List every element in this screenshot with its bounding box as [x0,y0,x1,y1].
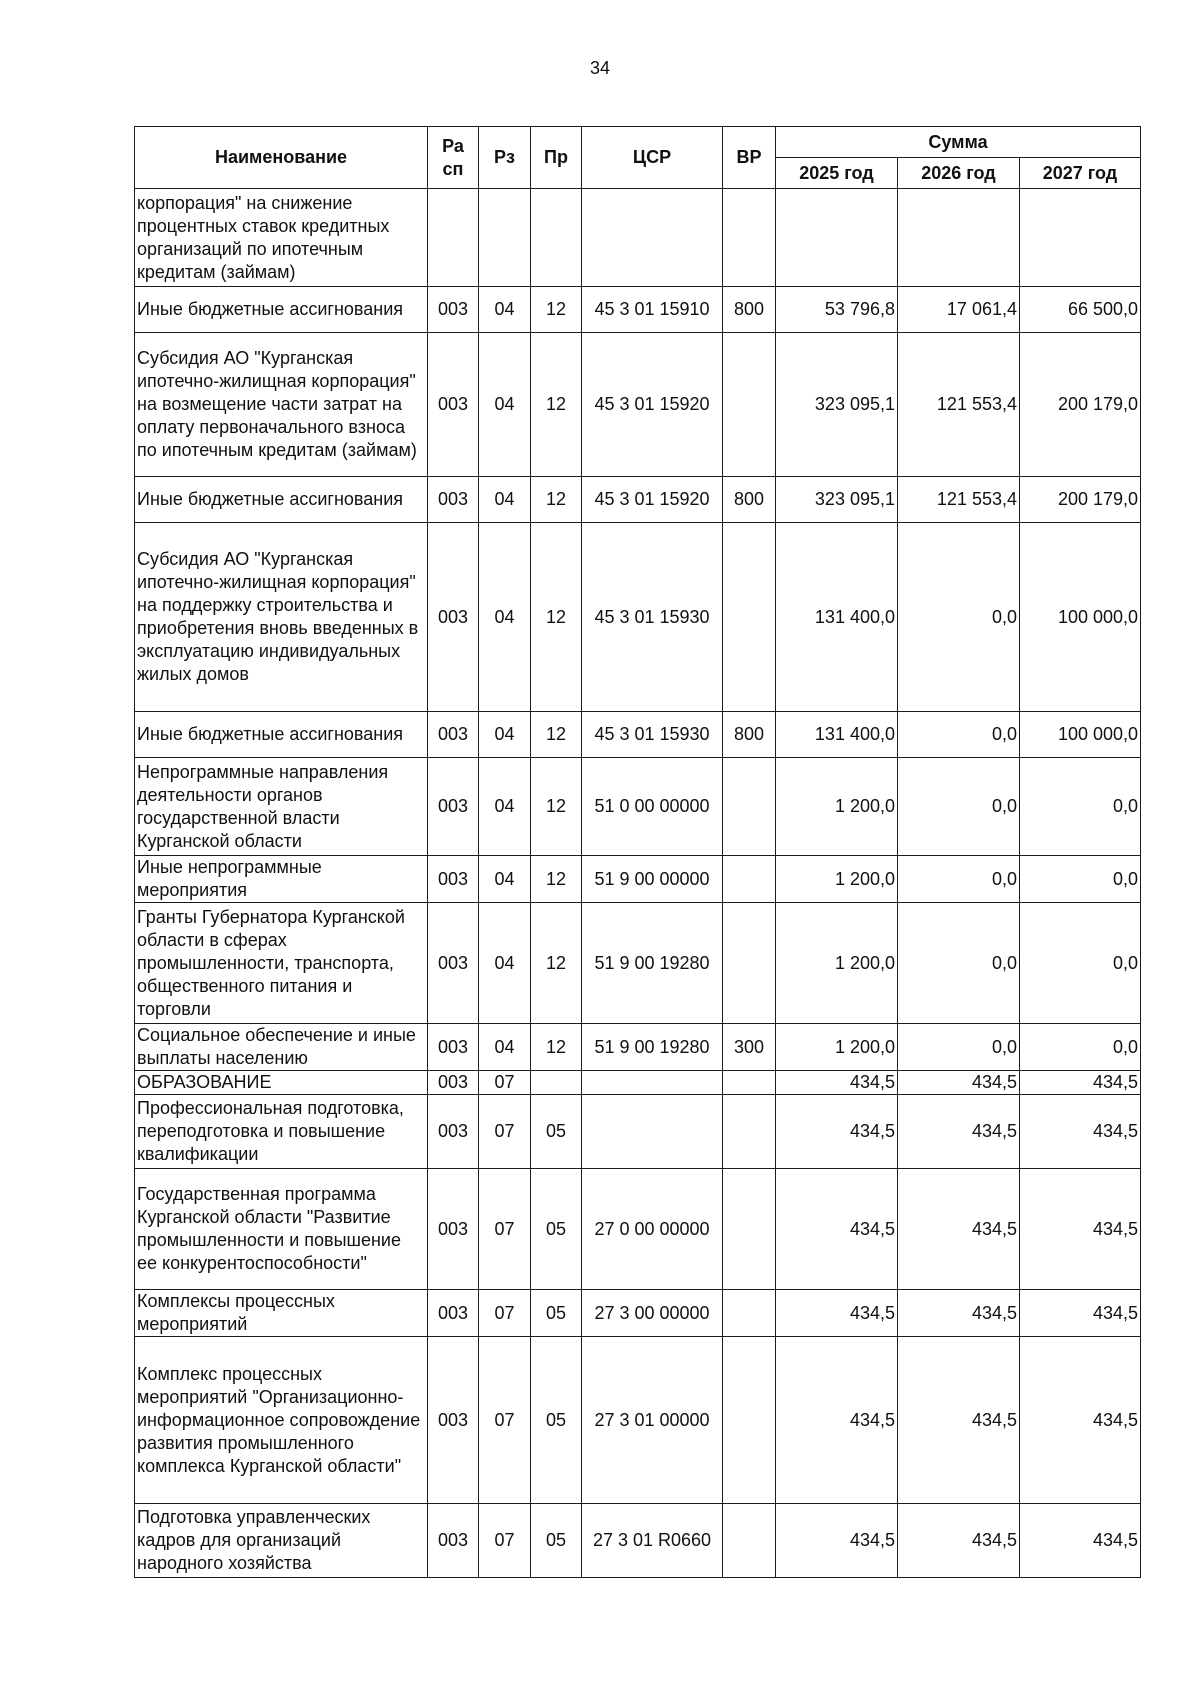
cell-rz: 04 [479,1024,531,1071]
table-body [135,189,1141,1578]
cell-y2025: 53 796,8 [776,287,898,333]
cell-rasp: 003 [428,523,479,712]
cell-rasp: 003 [428,1169,479,1290]
cell-name: Иные бюджетные ассигнования [135,712,428,758]
budget-table [134,126,1141,1578]
cell-csr: 27 3 00 00000 [582,1290,723,1337]
cell-rz: 04 [479,758,531,856]
cell-rz: 07 [479,1071,531,1095]
cell-rz: 04 [479,903,531,1024]
cell-vr [723,903,776,1024]
cell-y2025: 434,5 [776,1504,898,1578]
cell-y2026: 17 061,4 [898,287,1020,333]
cell-vr [723,1504,776,1578]
page-number: 34 [589,58,611,78]
cell-name: Гранты Губернатора Курганской области в сферах промышленности, транспорта, общественного питания и торговли [135,903,428,1024]
table-row [135,1071,1141,1095]
cell-y2027: 434,5 [1020,1337,1141,1504]
cell-name: корпорация" на снижение процентных ставок кредитных организаций по ипотечным кредитам (займам) [135,189,428,287]
cell-y2027: 0,0 [1020,1024,1141,1071]
cell-rz: 07 [479,1169,531,1290]
cell-rz [479,189,531,287]
cell-vr: 800 [723,712,776,758]
cell-csr [582,1095,723,1169]
cell-y2025: 323 095,1 [776,477,898,523]
table-row [135,758,1141,856]
cell-csr: 27 0 00 00000 [582,1169,723,1290]
table-row [135,712,1141,758]
cell-rasp: 003 [428,1071,479,1095]
cell-pr: 05 [531,1095,582,1169]
cell-name: Государственная программа Курганской области "Развитие промышленности и повышение ее конкурентоспособности" [135,1169,428,1290]
cell-vr [723,1071,776,1095]
header-pr: Пр [531,127,582,189]
cell-y2026: 434,5 [898,1337,1020,1504]
cell-pr: 12 [531,333,582,477]
table-row [135,477,1141,523]
cell-rasp: 003 [428,1504,479,1578]
header-sum: Сумма [776,127,1141,158]
cell-rz: 04 [479,333,531,477]
header-rasp-line2: сп [442,158,464,179]
header-2027: 2027 год [1020,158,1141,189]
cell-y2025: 323 095,1 [776,333,898,477]
cell-vr [723,1169,776,1290]
cell-name: Непрограммные направления деятельности органов государственной власти Курганской области [135,758,428,856]
cell-csr: 51 9 00 19280 [582,903,723,1024]
cell-pr: 12 [531,523,582,712]
cell-name: Социальное обеспечение и иные выплаты населению [135,1024,428,1071]
cell-y2025: 1 200,0 [776,903,898,1024]
cell-csr: 45 3 01 15910 [582,287,723,333]
cell-rasp [428,189,479,287]
cell-pr: 05 [531,1290,582,1337]
cell-y2027: 0,0 [1020,856,1141,903]
cell-y2027: 0,0 [1020,758,1141,856]
header-csr: ЦСР [582,127,723,189]
cell-rasp: 003 [428,1024,479,1071]
cell-y2025: 131 400,0 [776,712,898,758]
cell-y2026: 434,5 [898,1290,1020,1337]
cell-rasp: 003 [428,477,479,523]
cell-csr [582,1071,723,1095]
cell-csr: 27 3 01 R0660 [582,1504,723,1578]
cell-y2025: 434,5 [776,1290,898,1337]
cell-pr: 12 [531,758,582,856]
cell-rasp: 003 [428,333,479,477]
table-row [135,333,1141,477]
cell-rz: 04 [479,856,531,903]
cell-name: Субсидия АО "Курганская ипотечно-жилищная корпорация" на поддержку строительства и приобретения вновь введенных в эксплуатацию индивидуальных жилых домов [135,523,428,712]
cell-csr: 51 9 00 19280 [582,1024,723,1071]
cell-csr: 27 3 01 00000 [582,1337,723,1504]
cell-name: Комплекс процессных мероприятий "Организационно-информационное сопровождение развития промышленного комплекса Курганской области" [135,1337,428,1504]
cell-name: ОБРАЗОВАНИЕ [135,1071,428,1095]
cell-name: Иные бюджетные ассигнования [135,287,428,333]
cell-y2027: 200 179,0 [1020,333,1141,477]
cell-rz: 07 [479,1504,531,1578]
cell-vr [723,1290,776,1337]
cell-pr: 12 [531,856,582,903]
table-row [135,287,1141,333]
cell-vr [723,856,776,903]
cell-y2026: 0,0 [898,758,1020,856]
cell-y2027: 434,5 [1020,1290,1141,1337]
cell-pr: 05 [531,1337,582,1504]
table-row [135,903,1141,1024]
cell-vr [723,1337,776,1504]
cell-rz: 04 [479,477,531,523]
cell-pr [531,189,582,287]
cell-vr [723,523,776,712]
cell-pr [531,1071,582,1095]
cell-rz: 04 [479,523,531,712]
cell-name: Иные непрограммные мероприятия [135,856,428,903]
header-2025: 2025 год [776,158,898,189]
cell-y2025: 1 200,0 [776,758,898,856]
cell-rz: 04 [479,712,531,758]
table-row [135,1337,1141,1504]
cell-y2026 [898,189,1020,287]
cell-csr: 45 3 01 15920 [582,333,723,477]
table-row [135,523,1141,712]
cell-csr: 51 0 00 00000 [582,758,723,856]
cell-y2025 [776,189,898,287]
cell-y2025: 434,5 [776,1095,898,1169]
table-header [135,127,1141,189]
cell-y2027: 434,5 [1020,1504,1141,1578]
cell-vr: 800 [723,287,776,333]
cell-y2026: 0,0 [898,856,1020,903]
cell-rasp: 003 [428,1095,479,1169]
cell-y2026: 121 553,4 [898,333,1020,477]
cell-y2025: 434,5 [776,1071,898,1095]
cell-vr: 300 [723,1024,776,1071]
cell-pr: 12 [531,712,582,758]
cell-csr: 45 3 01 15920 [582,477,723,523]
cell-y2026: 0,0 [898,1024,1020,1071]
cell-y2027: 66 500,0 [1020,287,1141,333]
cell-y2025: 434,5 [776,1169,898,1290]
cell-y2027: 434,5 [1020,1071,1141,1095]
cell-y2025: 434,5 [776,1337,898,1504]
cell-rz: 07 [479,1337,531,1504]
cell-rasp: 003 [428,1290,479,1337]
cell-csr [582,189,723,287]
cell-rasp: 003 [428,712,479,758]
cell-pr: 12 [531,477,582,523]
table-row [135,856,1141,903]
cell-rasp: 003 [428,758,479,856]
cell-y2026: 434,5 [898,1504,1020,1578]
cell-vr [723,1095,776,1169]
table-row [135,189,1141,287]
cell-y2026: 434,5 [898,1169,1020,1290]
cell-rasp: 003 [428,856,479,903]
table-row [135,1290,1141,1337]
header-rz: Рз [479,127,531,189]
cell-vr: 800 [723,477,776,523]
cell-rz: 07 [479,1290,531,1337]
cell-y2027: 0,0 [1020,903,1141,1024]
cell-rasp: 003 [428,903,479,1024]
table-row [135,1169,1141,1290]
cell-y2027: 100 000,0 [1020,712,1141,758]
cell-csr: 51 9 00 00000 [582,856,723,903]
cell-name: Комплексы процессных мероприятий [135,1290,428,1337]
cell-pr: 12 [531,287,582,333]
cell-y2027 [1020,189,1141,287]
cell-y2025: 131 400,0 [776,523,898,712]
cell-y2026: 434,5 [898,1095,1020,1169]
cell-y2027: 434,5 [1020,1095,1141,1169]
cell-rz: 04 [479,287,531,333]
cell-y2026: 0,0 [898,903,1020,1024]
cell-csr: 45 3 01 15930 [582,523,723,712]
table-row [135,1095,1141,1169]
cell-y2026: 0,0 [898,523,1020,712]
header-vr: ВР [723,127,776,189]
cell-name: Подготовка управленческих кадров для организаций народного хозяйства [135,1504,428,1578]
header-name: Наименование [135,127,428,189]
cell-name: Профессиональная подготовка, переподготовка и повышение квалификации [135,1095,428,1169]
cell-pr: 12 [531,903,582,1024]
cell-vr [723,333,776,477]
cell-csr: 45 3 01 15930 [582,712,723,758]
cell-y2027: 434,5 [1020,1169,1141,1290]
cell-pr: 05 [531,1504,582,1578]
cell-y2026: 0,0 [898,712,1020,758]
header-rasp [428,127,479,189]
cell-pr: 05 [531,1169,582,1290]
header-2026: 2026 год [898,158,1020,189]
cell-y2027: 100 000,0 [1020,523,1141,712]
table-row [135,1504,1141,1578]
cell-vr [723,189,776,287]
cell-vr [723,758,776,856]
cell-y2026: 121 553,4 [898,477,1020,523]
cell-rasp: 003 [428,1337,479,1504]
cell-y2027: 200 179,0 [1020,477,1141,523]
table-row [135,1024,1141,1071]
cell-y2026: 434,5 [898,1071,1020,1095]
cell-name: Иные бюджетные ассигнования [135,477,428,523]
cell-rz: 07 [479,1095,531,1169]
cell-y2025: 1 200,0 [776,856,898,903]
cell-y2025: 1 200,0 [776,1024,898,1071]
cell-pr: 12 [531,1024,582,1071]
cell-name: Субсидия АО "Курганская ипотечно-жилищная корпорация" на возмещение части затрат на оплату первоначального взноса по ипотечным кредитам (займам) [135,333,428,477]
cell-rasp: 003 [428,287,479,333]
header-rasp-line1: Ра [442,135,464,156]
